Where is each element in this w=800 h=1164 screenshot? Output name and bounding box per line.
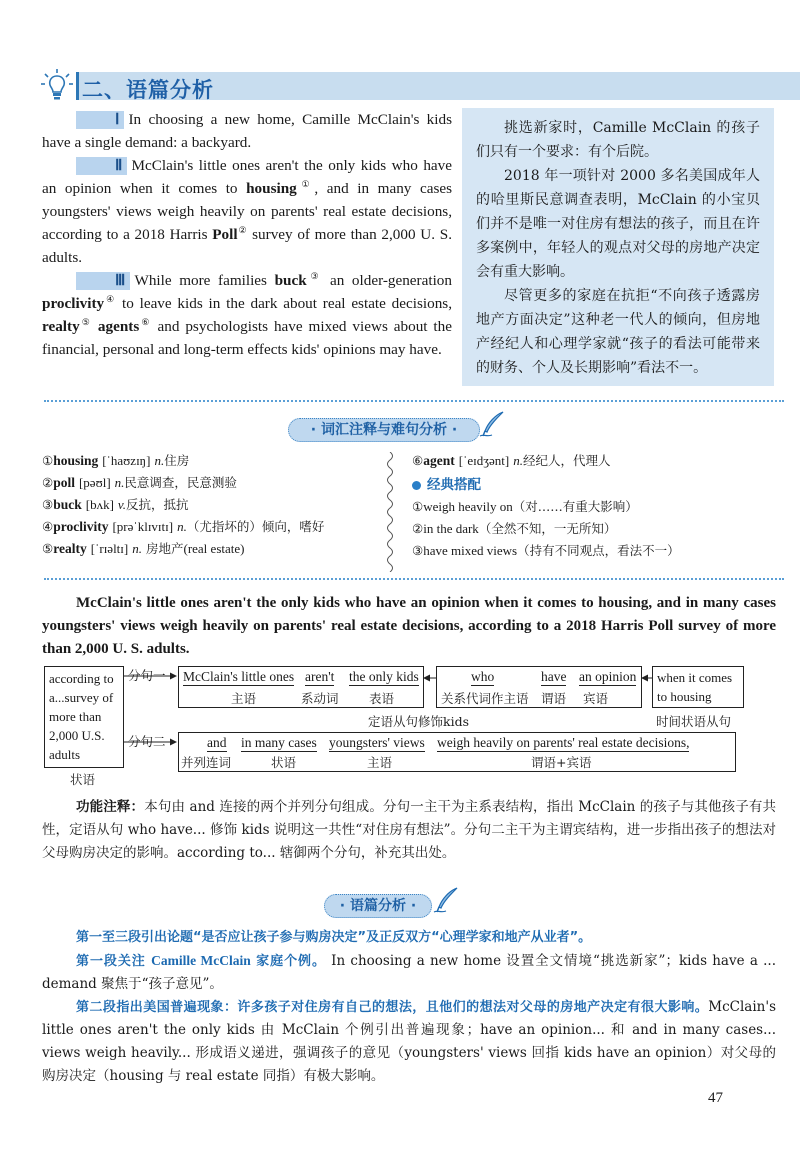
discourse-paragraph-1: 第一段关注 Camille McClain 家庭个例。 In choosing a new home 设置全文情境“挑选新家”；kids have a ... demand 聚焦于“孩子意见”。 [42, 953, 776, 992]
english-passage [42, 108, 452, 361]
attributive-label: 定语从句修饰kids [368, 714, 469, 729]
discourse-badge: · 语篇分析 · [324, 894, 432, 918]
vocab-item: ③buck [bʌk] v.反抗，抵抗 [42, 497, 189, 512]
clause2-label: 分句二 [128, 734, 166, 749]
divider [44, 578, 784, 580]
paragraph-number: Ⅰ [76, 111, 124, 129]
adverbial-label: 状语 [70, 772, 96, 787]
clause1-box: McClain's little ones aren't the only kids 主语 系动词 表语 [178, 666, 424, 708]
collocation-item: ②in the dark（全然不知，一无所知） [412, 521, 617, 536]
quill-pen-icon [478, 410, 506, 438]
bullet-icon [412, 481, 421, 490]
divider [44, 400, 784, 402]
vocab-item: ①housing [ˈhaʊzɪŋ] n.住房 [42, 453, 190, 468]
collocation-item: ③have mixed views（持有不同观点，看法不一） [412, 543, 680, 558]
lightbulb-icon [40, 68, 74, 102]
keyword: agents [97, 318, 140, 335]
clause2-box: and in many cases youngsters' views weigh heavily on parents' real estate decisions, 并列连词 状语 主语 谓语+宾语 [178, 732, 736, 772]
translation-paragraph-2: 2018 年一项针对 2000 多名美国成年人的哈里斯民意调查表明，McClain 的小宝贝们并不是唯一对住房有想法的孩子，而且在许多案例中，年轻人的观点对父母的房地产决定会有重大影响。 [476, 168, 760, 280]
passage-paragraph-2: Ⅱ McClain's little ones aren't the only kids who have an opinion when it comes to housing①, and in many cases youngsters' views weigh heavily on parents' real estate decisions, according to a 2018 Harris Poll② survey of more than 2,000 U. S. adults. [42, 157, 453, 266]
paragraph-number: Ⅲ [76, 272, 130, 290]
keyword: proclivity [42, 295, 105, 312]
collocation-heading: 经典搭配 [412, 474, 782, 496]
passage-paragraph-3: Ⅲ While more families buck③ an older-generation proclivity④ to leave kids in the dark about real estate decisions, realty⑤ agents⑥ and psychologists have mixed views about the financial, personal and long-term effects kids' opinions may have. [42, 270, 452, 358]
translation-paragraph-3: 尽管更多的家庭在抗拒“不向孩子透露房地产方面决定”这种老一代人的倾向，但房地产经纪人和心理学家就“孩子的看法可能带来的财务、个人及长期影响”看法不一。 [476, 288, 760, 376]
keyword: realty [42, 318, 80, 335]
time-clause-label: 时间状语从句 [656, 714, 732, 729]
translation-box [462, 108, 774, 386]
clause1-label: 分句一 [128, 668, 166, 683]
paragraph-number: Ⅱ [76, 157, 127, 175]
page-number: 47 [708, 1090, 723, 1106]
discourse-analysis [42, 926, 776, 1088]
section-header [0, 66, 800, 106]
vocab-list [42, 450, 382, 560]
vocab-item: ④proclivity [prəˈklɪvɪtɪ] n.（尤指坏的）倾向，嗜好 [42, 519, 325, 534]
vocab-item: ②poll [pəʊl] n.民意调查，民意测验 [42, 475, 237, 490]
vocab-item: ⑤realty [ˈrɪəltɪ] n. 房地产(real estate) [42, 541, 245, 556]
discourse-paragraph-2: 第二段指出美国普遍现象：许多孩子对住房有自己的想法，且他们的想法对父母的房地产决定有很大影响。McClain's little ones aren't the only kids 由 McClain 个例引出普遍现象；have an opinion... 和 and in many cases... views weigh heavily... 形成语义递进，强调孩子的意见（youngsters' views 回指 kids have an opinion）对父母的购房决定（housing 与 real estate 同指）有极大影响。 [42, 999, 776, 1084]
function-note: 功能注释：本句由 and 连接的两个并列分句组成。分句一主干为主系表结构，指出 McClain 的孩子与其他孩子有共性，定语从句 who have... 修饰 kids 说明这一共性“对住房有想法”。分句二主干为主谓宾结构，进一步指出孩子的想法对父母购房决定的影响。according to... 辖御两个分句，补充其出处。 [42, 799, 777, 861]
collocation-item: ①weigh heavily on（对……有重大影响） [412, 499, 638, 514]
time-clause-box: when it comes to housing [652, 666, 744, 708]
sentence-diagram [0, 664, 800, 794]
discourse-intro: 第一至三段引出论题“是否应让孩子参与购房决定”及正反双方“心理学家和地产从业者”。 [76, 930, 592, 945]
translation-paragraph-1: 挑选新家时，Camille McClain 的孩子们只有一个要求：有个后院。 [476, 120, 760, 160]
attributive-clause-box: who have an opinion 关系代词作主语 谓语 宾语 [436, 666, 642, 708]
adverbial-box: according to a...survey of more than 2,000 U.S. adults [44, 666, 124, 768]
quill-pen-icon [432, 886, 460, 914]
keyword: buck [274, 272, 307, 289]
vocab-item: ⑥agent [ˈeɪdʒənt] n.经纪人，代理人 [412, 453, 611, 468]
vocab-badge: · 词汇注释与难句分析 · [288, 418, 480, 442]
section-title: 二、语篇分析 [82, 78, 214, 102]
keyword: Poll [212, 226, 238, 243]
passage-paragraph-1: Ⅰ In choosing a new home, Camille McClain's kids have a single demand: a backyard. [42, 111, 452, 151]
keyword: housing [246, 180, 297, 197]
difficult-sentence: McClain's little ones aren't the only kids who have an opinion when it comes to housing, and in many cases youngsters' views weigh heavily on parents' real estate decisions, according to a 2018 Harris Poll survey of more than 2,000 U. S. adults. [42, 595, 776, 657]
vocab-right [412, 450, 782, 562]
squiggle-divider [384, 452, 396, 572]
